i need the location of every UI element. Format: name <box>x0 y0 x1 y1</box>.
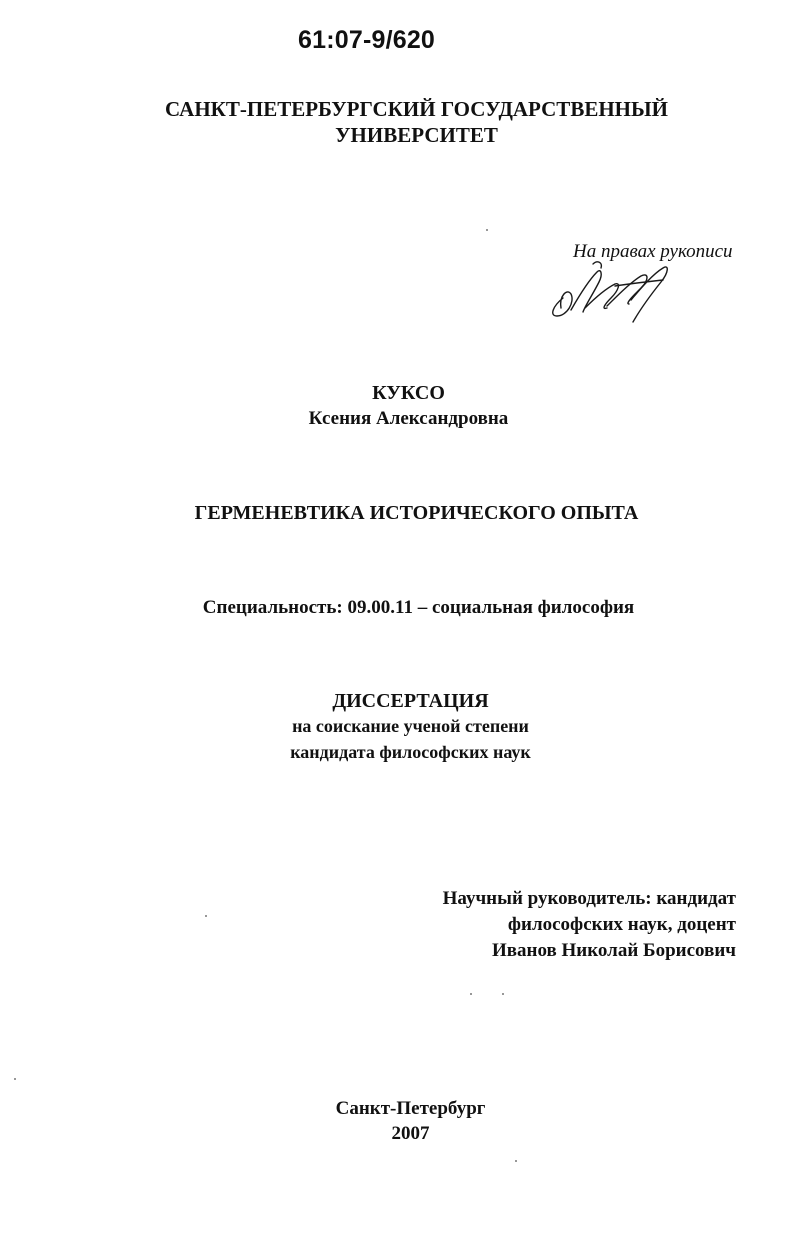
handwritten-signature <box>545 258 695 328</box>
year: 2007 <box>391 1123 430 1144</box>
university-line-1: САНКТ-ПЕТЕРБУРГСКИЙ ГОСУДАРСТВЕННЫЙ <box>165 97 668 121</box>
work-type-field: кандидата философских наук <box>290 742 531 762</box>
work-type-degree: на соискание ученой степени <box>292 716 529 736</box>
scan-speck <box>470 993 472 995</box>
advisor-line-3: Иванов Николай Борисович <box>491 940 736 961</box>
city: Санкт-Петербург <box>335 1098 486 1119</box>
scan-speck <box>515 1160 517 1162</box>
university-line-2: УНИВЕРСИТЕТ <box>335 123 498 147</box>
author-name: Ксения Александровна <box>308 408 509 429</box>
scan-speck <box>486 229 488 231</box>
dissertation-title: ГЕРМЕНЕВТИКА ИСТОРИЧЕСКОГО ОПЫТА <box>194 502 639 524</box>
university-name <box>20 96 793 148</box>
manuscript-rights-note: На правах рукописи <box>573 241 733 262</box>
scientific-advisor <box>443 886 736 964</box>
advisor-line-2: философских наук, доцент <box>507 914 736 935</box>
author-surname: КУКСО <box>372 382 445 404</box>
scan-speck <box>205 915 207 917</box>
archive-code: 61:07-9/620 <box>298 26 436 54</box>
work-type: ДИССЕРТАЦИЯ <box>332 690 489 712</box>
advisor-line-1: Научный руководитель: кандидат <box>442 888 736 909</box>
specialty: Специальность: 09.00.11 – социальная философия <box>202 597 635 618</box>
scan-speck <box>14 1078 16 1080</box>
scan-speck <box>502 993 504 995</box>
